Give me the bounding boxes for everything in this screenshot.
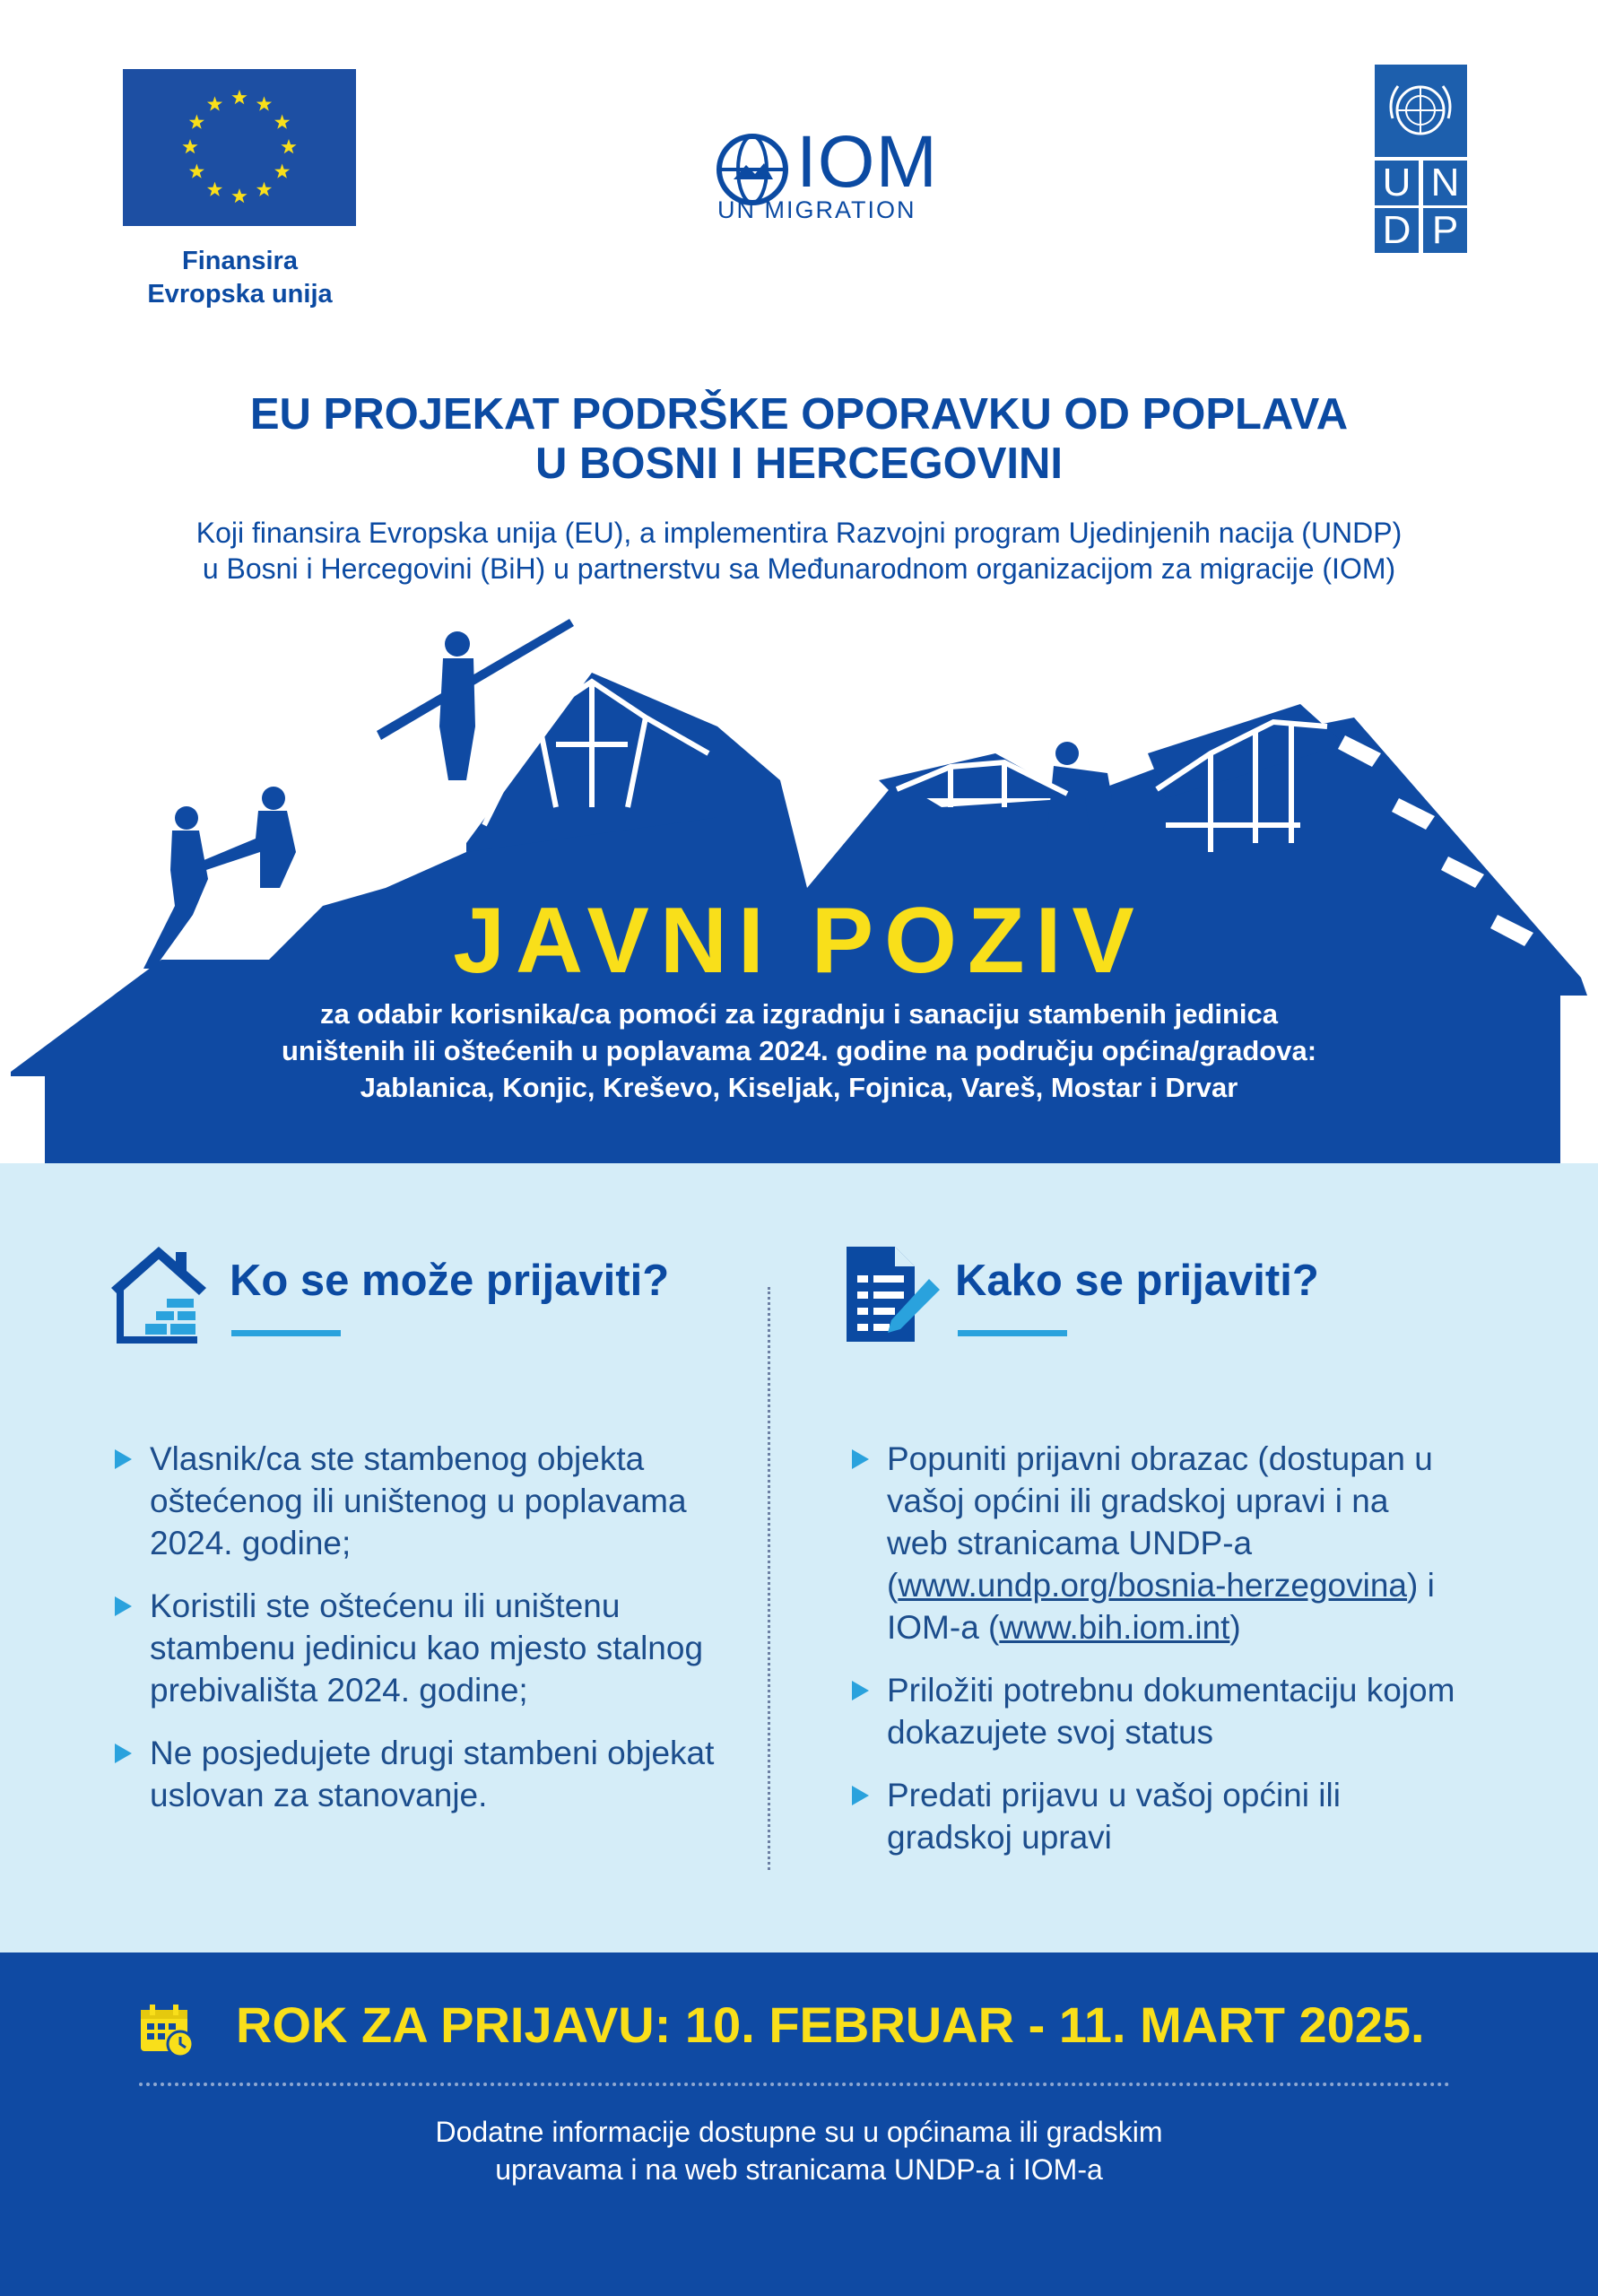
un-emblem-icon <box>1375 65 1467 157</box>
how-list <box>848 1438 1458 1879</box>
eu-star-icon <box>189 164 204 178</box>
bullet-icon <box>115 1596 132 1616</box>
eu-star-icon <box>274 115 290 129</box>
list-item: Vlasnik/ca ste stambenog objekta oštećenog ili uništenog u poplavama 2024. godine; <box>111 1438 721 1564</box>
column-divider <box>768 1287 770 1870</box>
undp-letter: N <box>1423 161 1467 205</box>
eu-star-icon <box>256 96 272 110</box>
footer-info-line1: Dodatne informacije dostupne su u općinama ili gradskim <box>435 2116 1163 2148</box>
subtitle-line2: u Bosni i Hercegovini (BiH) u partnerstvu sa Međunarodnom organizacijom za migracije (IOM) <box>202 552 1396 585</box>
eu-stars-icon <box>123 69 356 226</box>
undp-letter: U <box>1375 161 1419 205</box>
who-underline <box>231 1330 341 1336</box>
how-title: Kako se prijaviti? <box>955 1257 1319 1305</box>
eu-star-icon <box>274 164 290 178</box>
hero-line2: uništenih ili oštećenih u poplavama 2024. godine na području općina/gradova: <box>281 1035 1317 1066</box>
eu-caption-line2: Evropska unija <box>147 280 333 309</box>
eu-star-icon <box>231 188 247 203</box>
footer-info-line2: upravama i na web stranicama UNDP-a i IOM-a <box>495 2153 1103 2186</box>
list-item: Predati prijavu u vašoj općini ili gradskoj upravi <box>848 1774 1458 1858</box>
who-title: Ko se može prijaviti? <box>230 1257 670 1305</box>
iom-globe-icon <box>716 133 789 206</box>
undp-letter: D <box>1375 208 1419 253</box>
bullet-icon <box>852 1786 869 1805</box>
who-list <box>111 1438 721 1837</box>
eu-star-icon <box>207 96 222 110</box>
eu-star-icon <box>207 182 222 196</box>
eu-flag-logo <box>123 69 356 226</box>
list-item: Ne posjedujete drugi stambeni objekat uslovan za stanovanje. <box>111 1732 721 1816</box>
deadline-text: ROK ZA PRIJAVU: 10. FEBRUAR - 11. MART 2025. <box>236 1996 1425 2053</box>
eu-star-icon <box>231 90 247 104</box>
list-item: Koristili ste oštećenu ili uništenu stambenu jedinicu kao mjesto stalnog prebivališta 2024. godine; <box>111 1585 721 1711</box>
hero-description <box>0 996 1598 1106</box>
iom-tagline: UN MIGRATION <box>717 196 916 223</box>
bullet-icon <box>115 1449 132 1469</box>
hero-line1: za odabir korisnika/ca pomoći za izgradnju i sanaciju stambenih jedinica <box>319 998 1279 1030</box>
eu-star-icon <box>182 139 197 153</box>
how-underline <box>958 1330 1067 1336</box>
iom-link[interactable]: www.bih.iom.int <box>999 1609 1230 1646</box>
undp-letter: P <box>1423 208 1467 253</box>
bullet-icon <box>852 1681 869 1700</box>
undp-logo <box>1375 65 1467 253</box>
subtitle-line1: Koji finansira Evropska unija (EU), a implementira Razvojni program Ujedinjenih nacija (UNDP) <box>195 517 1403 549</box>
list-item: Popuniti prijavni obrazac (dostupan u vašoj općini ili gradskoj upravi i na web stranicama UNDP-a (www.undp.org/bosnia-herzegovina) i IOM-a (www.bih.iom.int) <box>848 1438 1458 1648</box>
undp-link[interactable]: www.undp.org/bosnia-herzegovina <box>898 1567 1408 1604</box>
bullet-icon <box>115 1744 132 1763</box>
page-title-line1: EU PROJEKAT PODRŠKE OPORAVKU OD POPLAVA <box>249 390 1349 439</box>
iom-name: IOM <box>796 121 938 203</box>
footer-divider <box>139 2083 1450 2086</box>
eu-caption-line1: Finansira <box>182 247 298 275</box>
bullet-icon <box>852 1449 869 1469</box>
eu-star-icon <box>281 139 296 153</box>
eu-caption <box>108 245 372 311</box>
list-item: Priložiti potrebnu dokumentaciju kojom dokazujete svoj status <box>848 1669 1458 1753</box>
eu-star-icon <box>256 182 272 196</box>
house-bricks-icon <box>109 1243 208 1346</box>
footer-info <box>0 2113 1598 2188</box>
calendar-clock-icon <box>139 2003 195 2058</box>
document-pen-icon <box>843 1243 942 1346</box>
eu-star-icon <box>189 115 204 129</box>
hero-line3: Jablanica, Konjic, Kreševo, Kiseljak, Fojnica, Vareš, Mostar i Drvar <box>360 1072 1238 1103</box>
page-title-line2: U BOSNI I HERCEGOVINI <box>534 439 1064 488</box>
hero-title: JAVNI POZIV <box>453 889 1145 993</box>
